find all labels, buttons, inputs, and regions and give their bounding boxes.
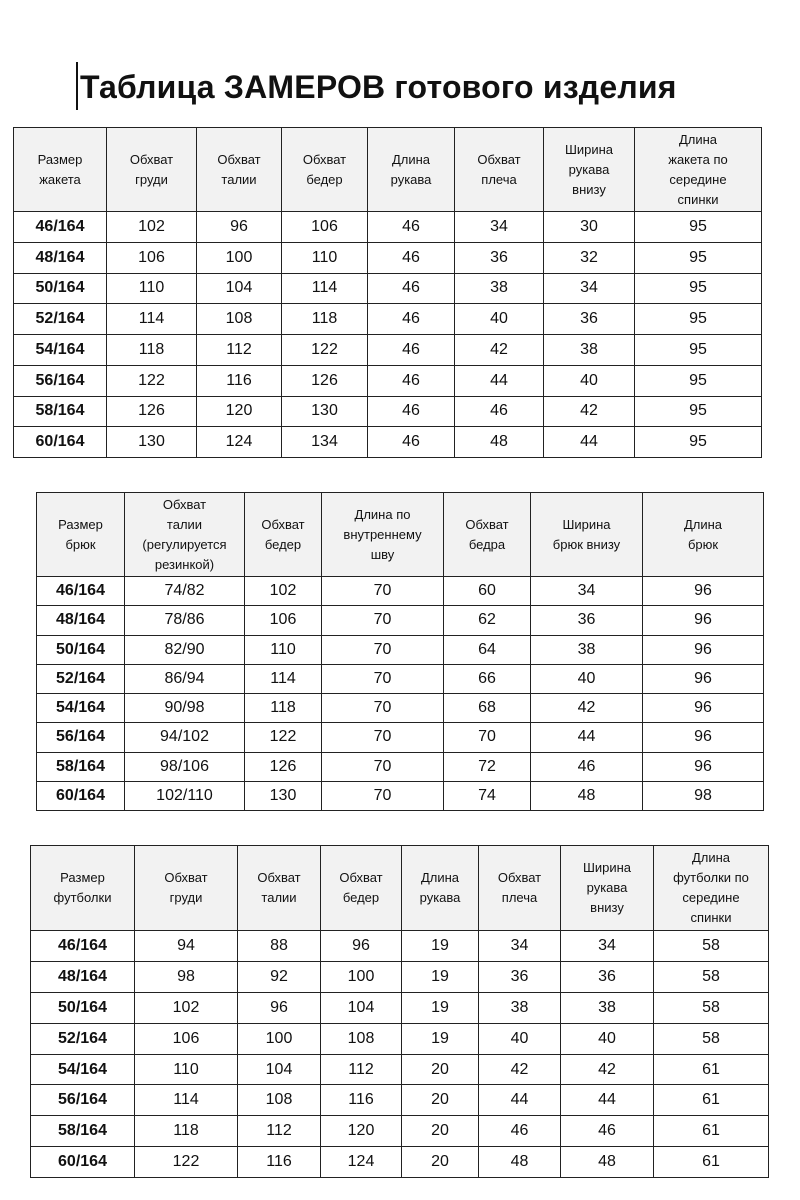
- value-cell: 58: [654, 931, 769, 962]
- text-cursor: [76, 62, 78, 110]
- table-row: [31, 1147, 769, 1178]
- value-cell: 130: [245, 781, 322, 810]
- size-cell: 56/164: [37, 723, 125, 752]
- value-cell: 110: [135, 1054, 238, 1085]
- column-header: Длина брюк: [643, 493, 764, 577]
- value-cell: 46: [368, 212, 455, 243]
- value-cell: 70: [444, 723, 531, 752]
- value-cell: 102: [135, 992, 238, 1023]
- value-cell: 110: [282, 242, 368, 273]
- size-cell: 46/164: [14, 212, 107, 243]
- value-cell: 95: [635, 212, 762, 243]
- column-header: Обхват талии: [197, 128, 282, 212]
- value-cell: 40: [455, 304, 544, 335]
- size-cell: 54/164: [14, 335, 107, 366]
- value-cell: 46: [368, 335, 455, 366]
- size-cell: 56/164: [14, 365, 107, 396]
- value-cell: 19: [402, 931, 479, 962]
- size-cell: 50/164: [14, 273, 107, 304]
- page-title: Таблица ЗАМЕРОВ готового изделия: [80, 69, 677, 105]
- value-cell: 48: [479, 1147, 561, 1178]
- size-cell: 58/164: [37, 752, 125, 781]
- tshirt-size-table: [30, 845, 769, 1178]
- value-cell: 72: [444, 752, 531, 781]
- value-cell: 98: [135, 961, 238, 992]
- size-cell: 52/164: [31, 1023, 135, 1054]
- value-cell: 114: [245, 664, 322, 693]
- value-cell: 48: [561, 1147, 654, 1178]
- table-row: [31, 931, 769, 962]
- value-cell: 124: [197, 427, 282, 458]
- value-cell: 126: [107, 396, 197, 427]
- table-row: [14, 212, 762, 243]
- value-cell: 61: [654, 1085, 769, 1116]
- value-cell: 86/94: [125, 664, 245, 693]
- size-cell: 60/164: [14, 427, 107, 458]
- value-cell: 110: [107, 273, 197, 304]
- table-row: [37, 723, 764, 752]
- jacket-size-table: [13, 127, 762, 458]
- table-row: [14, 396, 762, 427]
- size-cell: 48/164: [31, 961, 135, 992]
- value-cell: 116: [321, 1085, 402, 1116]
- value-cell: 61: [654, 1054, 769, 1085]
- value-cell: 102: [245, 577, 322, 606]
- value-cell: 112: [197, 335, 282, 366]
- value-cell: 68: [444, 694, 531, 723]
- value-cell: 70: [322, 577, 444, 606]
- table-row: [37, 781, 764, 810]
- value-cell: 122: [107, 365, 197, 396]
- table-row: [31, 1023, 769, 1054]
- table-row: [37, 664, 764, 693]
- table-header-row: [31, 846, 769, 931]
- value-cell: 19: [402, 992, 479, 1023]
- size-cell: 48/164: [14, 242, 107, 273]
- value-cell: 42: [455, 335, 544, 366]
- value-cell: 94: [135, 931, 238, 962]
- value-cell: 130: [282, 396, 368, 427]
- value-cell: 130: [107, 427, 197, 458]
- value-cell: 58: [654, 1023, 769, 1054]
- value-cell: 40: [561, 1023, 654, 1054]
- value-cell: 95: [635, 335, 762, 366]
- table-row: [31, 992, 769, 1023]
- size-cell: 46/164: [37, 577, 125, 606]
- value-cell: 106: [282, 212, 368, 243]
- value-cell: 95: [635, 273, 762, 304]
- value-cell: 114: [107, 304, 197, 335]
- value-cell: 44: [455, 365, 544, 396]
- value-cell: 116: [197, 365, 282, 396]
- value-cell: 36: [531, 606, 643, 635]
- value-cell: 95: [635, 304, 762, 335]
- value-cell: 58: [654, 992, 769, 1023]
- value-cell: 32: [544, 242, 635, 273]
- value-cell: 96: [643, 577, 764, 606]
- value-cell: 74/82: [125, 577, 245, 606]
- value-cell: 96: [643, 723, 764, 752]
- value-cell: 66: [444, 664, 531, 693]
- value-cell: 20: [402, 1116, 479, 1147]
- size-cell: 60/164: [31, 1147, 135, 1178]
- value-cell: 38: [479, 992, 561, 1023]
- value-cell: 104: [238, 1054, 321, 1085]
- value-cell: 124: [321, 1147, 402, 1178]
- value-cell: 98: [643, 781, 764, 810]
- table-row: [37, 577, 764, 606]
- value-cell: 96: [197, 212, 282, 243]
- value-cell: 134: [282, 427, 368, 458]
- value-cell: 112: [321, 1054, 402, 1085]
- value-cell: 126: [245, 752, 322, 781]
- value-cell: 96: [643, 606, 764, 635]
- value-cell: 70: [322, 635, 444, 664]
- column-header: Размер жакета: [14, 128, 107, 212]
- column-header: Обхват груди: [135, 846, 238, 931]
- value-cell: 90/98: [125, 694, 245, 723]
- value-cell: 38: [455, 273, 544, 304]
- value-cell: 122: [245, 723, 322, 752]
- value-cell: 44: [479, 1085, 561, 1116]
- value-cell: 126: [282, 365, 368, 396]
- value-cell: 100: [197, 242, 282, 273]
- value-cell: 36: [479, 961, 561, 992]
- size-cell: 50/164: [31, 992, 135, 1023]
- column-header: Обхват талии: [238, 846, 321, 931]
- value-cell: 46: [368, 427, 455, 458]
- size-cell: 50/164: [37, 635, 125, 664]
- size-cell: 58/164: [14, 396, 107, 427]
- value-cell: 114: [282, 273, 368, 304]
- table-header-row: [14, 128, 762, 212]
- value-cell: 94/102: [125, 723, 245, 752]
- value-cell: 46: [368, 304, 455, 335]
- value-cell: 40: [479, 1023, 561, 1054]
- value-cell: 20: [402, 1054, 479, 1085]
- value-cell: 42: [479, 1054, 561, 1085]
- value-cell: 48: [531, 781, 643, 810]
- value-cell: 46: [368, 396, 455, 427]
- value-cell: 118: [107, 335, 197, 366]
- table-header-row: [37, 493, 764, 577]
- value-cell: 36: [455, 242, 544, 273]
- value-cell: 96: [643, 635, 764, 664]
- column-header: Длина рукава: [368, 128, 455, 212]
- value-cell: 120: [197, 396, 282, 427]
- column-header: Обхват талии (регулируется резинкой): [125, 493, 245, 577]
- value-cell: 48: [455, 427, 544, 458]
- value-cell: 96: [643, 664, 764, 693]
- value-cell: 110: [245, 635, 322, 664]
- value-cell: 46: [368, 273, 455, 304]
- table-row: [37, 752, 764, 781]
- table-row: [31, 1085, 769, 1116]
- value-cell: 70: [322, 752, 444, 781]
- column-header: Обхват груди: [107, 128, 197, 212]
- value-cell: 118: [282, 304, 368, 335]
- value-cell: 46: [368, 365, 455, 396]
- table-row: [37, 606, 764, 635]
- table-row: [37, 635, 764, 664]
- table-row: [14, 365, 762, 396]
- value-cell: 122: [282, 335, 368, 366]
- value-cell: 104: [197, 273, 282, 304]
- value-cell: 40: [531, 664, 643, 693]
- value-cell: 44: [531, 723, 643, 752]
- value-cell: 19: [402, 1023, 479, 1054]
- table-row: [14, 335, 762, 366]
- column-header: Длина футболки по середине спинки: [654, 846, 769, 931]
- value-cell: 44: [544, 427, 635, 458]
- value-cell: 106: [245, 606, 322, 635]
- value-cell: 64: [444, 635, 531, 664]
- value-cell: 36: [544, 304, 635, 335]
- value-cell: 20: [402, 1085, 479, 1116]
- size-cell: 56/164: [31, 1085, 135, 1116]
- value-cell: 70: [322, 664, 444, 693]
- value-cell: 95: [635, 365, 762, 396]
- value-cell: 95: [635, 427, 762, 458]
- value-cell: 108: [238, 1085, 321, 1116]
- size-cell: 58/164: [31, 1116, 135, 1147]
- table-row: [14, 242, 762, 273]
- value-cell: 46: [531, 752, 643, 781]
- value-cell: 42: [544, 396, 635, 427]
- value-cell: 88: [238, 931, 321, 962]
- value-cell: 102/110: [125, 781, 245, 810]
- column-header: Длина по внутреннему шву: [322, 493, 444, 577]
- value-cell: 112: [238, 1116, 321, 1147]
- value-cell: 78/86: [125, 606, 245, 635]
- table-row: [14, 273, 762, 304]
- value-cell: 95: [635, 396, 762, 427]
- size-cell: 52/164: [14, 304, 107, 335]
- value-cell: 70: [322, 781, 444, 810]
- value-cell: 96: [321, 931, 402, 962]
- column-header: Обхват бедер: [245, 493, 322, 577]
- value-cell: 104: [321, 992, 402, 1023]
- value-cell: 42: [531, 694, 643, 723]
- value-cell: 20: [402, 1147, 479, 1178]
- value-cell: 61: [654, 1147, 769, 1178]
- value-cell: 96: [643, 694, 764, 723]
- value-cell: 46: [479, 1116, 561, 1147]
- value-cell: 46: [368, 242, 455, 273]
- table-row: [14, 427, 762, 458]
- value-cell: 61: [654, 1116, 769, 1147]
- column-header: Размер футболки: [31, 846, 135, 931]
- value-cell: 100: [238, 1023, 321, 1054]
- value-cell: 34: [455, 212, 544, 243]
- value-cell: 118: [245, 694, 322, 723]
- value-cell: 96: [238, 992, 321, 1023]
- size-cell: 46/164: [31, 931, 135, 962]
- column-header: Обхват бедра: [444, 493, 531, 577]
- value-cell: 46: [455, 396, 544, 427]
- value-cell: 38: [544, 335, 635, 366]
- column-header: Обхват плеча: [479, 846, 561, 931]
- column-header: Обхват плеча: [455, 128, 544, 212]
- value-cell: 118: [135, 1116, 238, 1147]
- value-cell: 62: [444, 606, 531, 635]
- value-cell: 58: [654, 961, 769, 992]
- trousers-size-table: [36, 492, 764, 811]
- value-cell: 95: [635, 242, 762, 273]
- column-header: Размер брюк: [37, 493, 125, 577]
- column-header: Обхват бедер: [282, 128, 368, 212]
- value-cell: 82/90: [125, 635, 245, 664]
- value-cell: 34: [531, 577, 643, 606]
- value-cell: 46: [561, 1116, 654, 1147]
- value-cell: 114: [135, 1085, 238, 1116]
- value-cell: 98/106: [125, 752, 245, 781]
- value-cell: 34: [561, 931, 654, 962]
- value-cell: 106: [107, 242, 197, 273]
- value-cell: 42: [561, 1054, 654, 1085]
- column-header: Длина жакета по середине спинки: [635, 128, 762, 212]
- value-cell: 38: [531, 635, 643, 664]
- value-cell: 122: [135, 1147, 238, 1178]
- value-cell: 70: [322, 723, 444, 752]
- table-row: [31, 1116, 769, 1147]
- column-header: Обхват бедер: [321, 846, 402, 931]
- value-cell: 102: [107, 212, 197, 243]
- value-cell: 34: [479, 931, 561, 962]
- column-header: Ширина брюк внизу: [531, 493, 643, 577]
- value-cell: 116: [238, 1147, 321, 1178]
- size-cell: 54/164: [31, 1054, 135, 1085]
- value-cell: 92: [238, 961, 321, 992]
- value-cell: 70: [322, 694, 444, 723]
- value-cell: 106: [135, 1023, 238, 1054]
- column-header: Ширина рукава внизу: [561, 846, 654, 931]
- value-cell: 19: [402, 961, 479, 992]
- value-cell: 108: [197, 304, 282, 335]
- size-cell: 60/164: [37, 781, 125, 810]
- value-cell: 38: [561, 992, 654, 1023]
- value-cell: 100: [321, 961, 402, 992]
- value-cell: 44: [561, 1085, 654, 1116]
- value-cell: 74: [444, 781, 531, 810]
- value-cell: 34: [544, 273, 635, 304]
- value-cell: 96: [643, 752, 764, 781]
- value-cell: 36: [561, 961, 654, 992]
- size-cell: 52/164: [37, 664, 125, 693]
- table-row: [37, 694, 764, 723]
- value-cell: 60: [444, 577, 531, 606]
- value-cell: 108: [321, 1023, 402, 1054]
- table-row: [14, 304, 762, 335]
- value-cell: 70: [322, 606, 444, 635]
- table-row: [31, 961, 769, 992]
- column-header: Длина рукава: [402, 846, 479, 931]
- column-header: Ширина рукава внизу: [544, 128, 635, 212]
- value-cell: 120: [321, 1116, 402, 1147]
- value-cell: 40: [544, 365, 635, 396]
- size-cell: 54/164: [37, 694, 125, 723]
- size-cell: 48/164: [37, 606, 125, 635]
- table-row: [31, 1054, 769, 1085]
- value-cell: 30: [544, 212, 635, 243]
